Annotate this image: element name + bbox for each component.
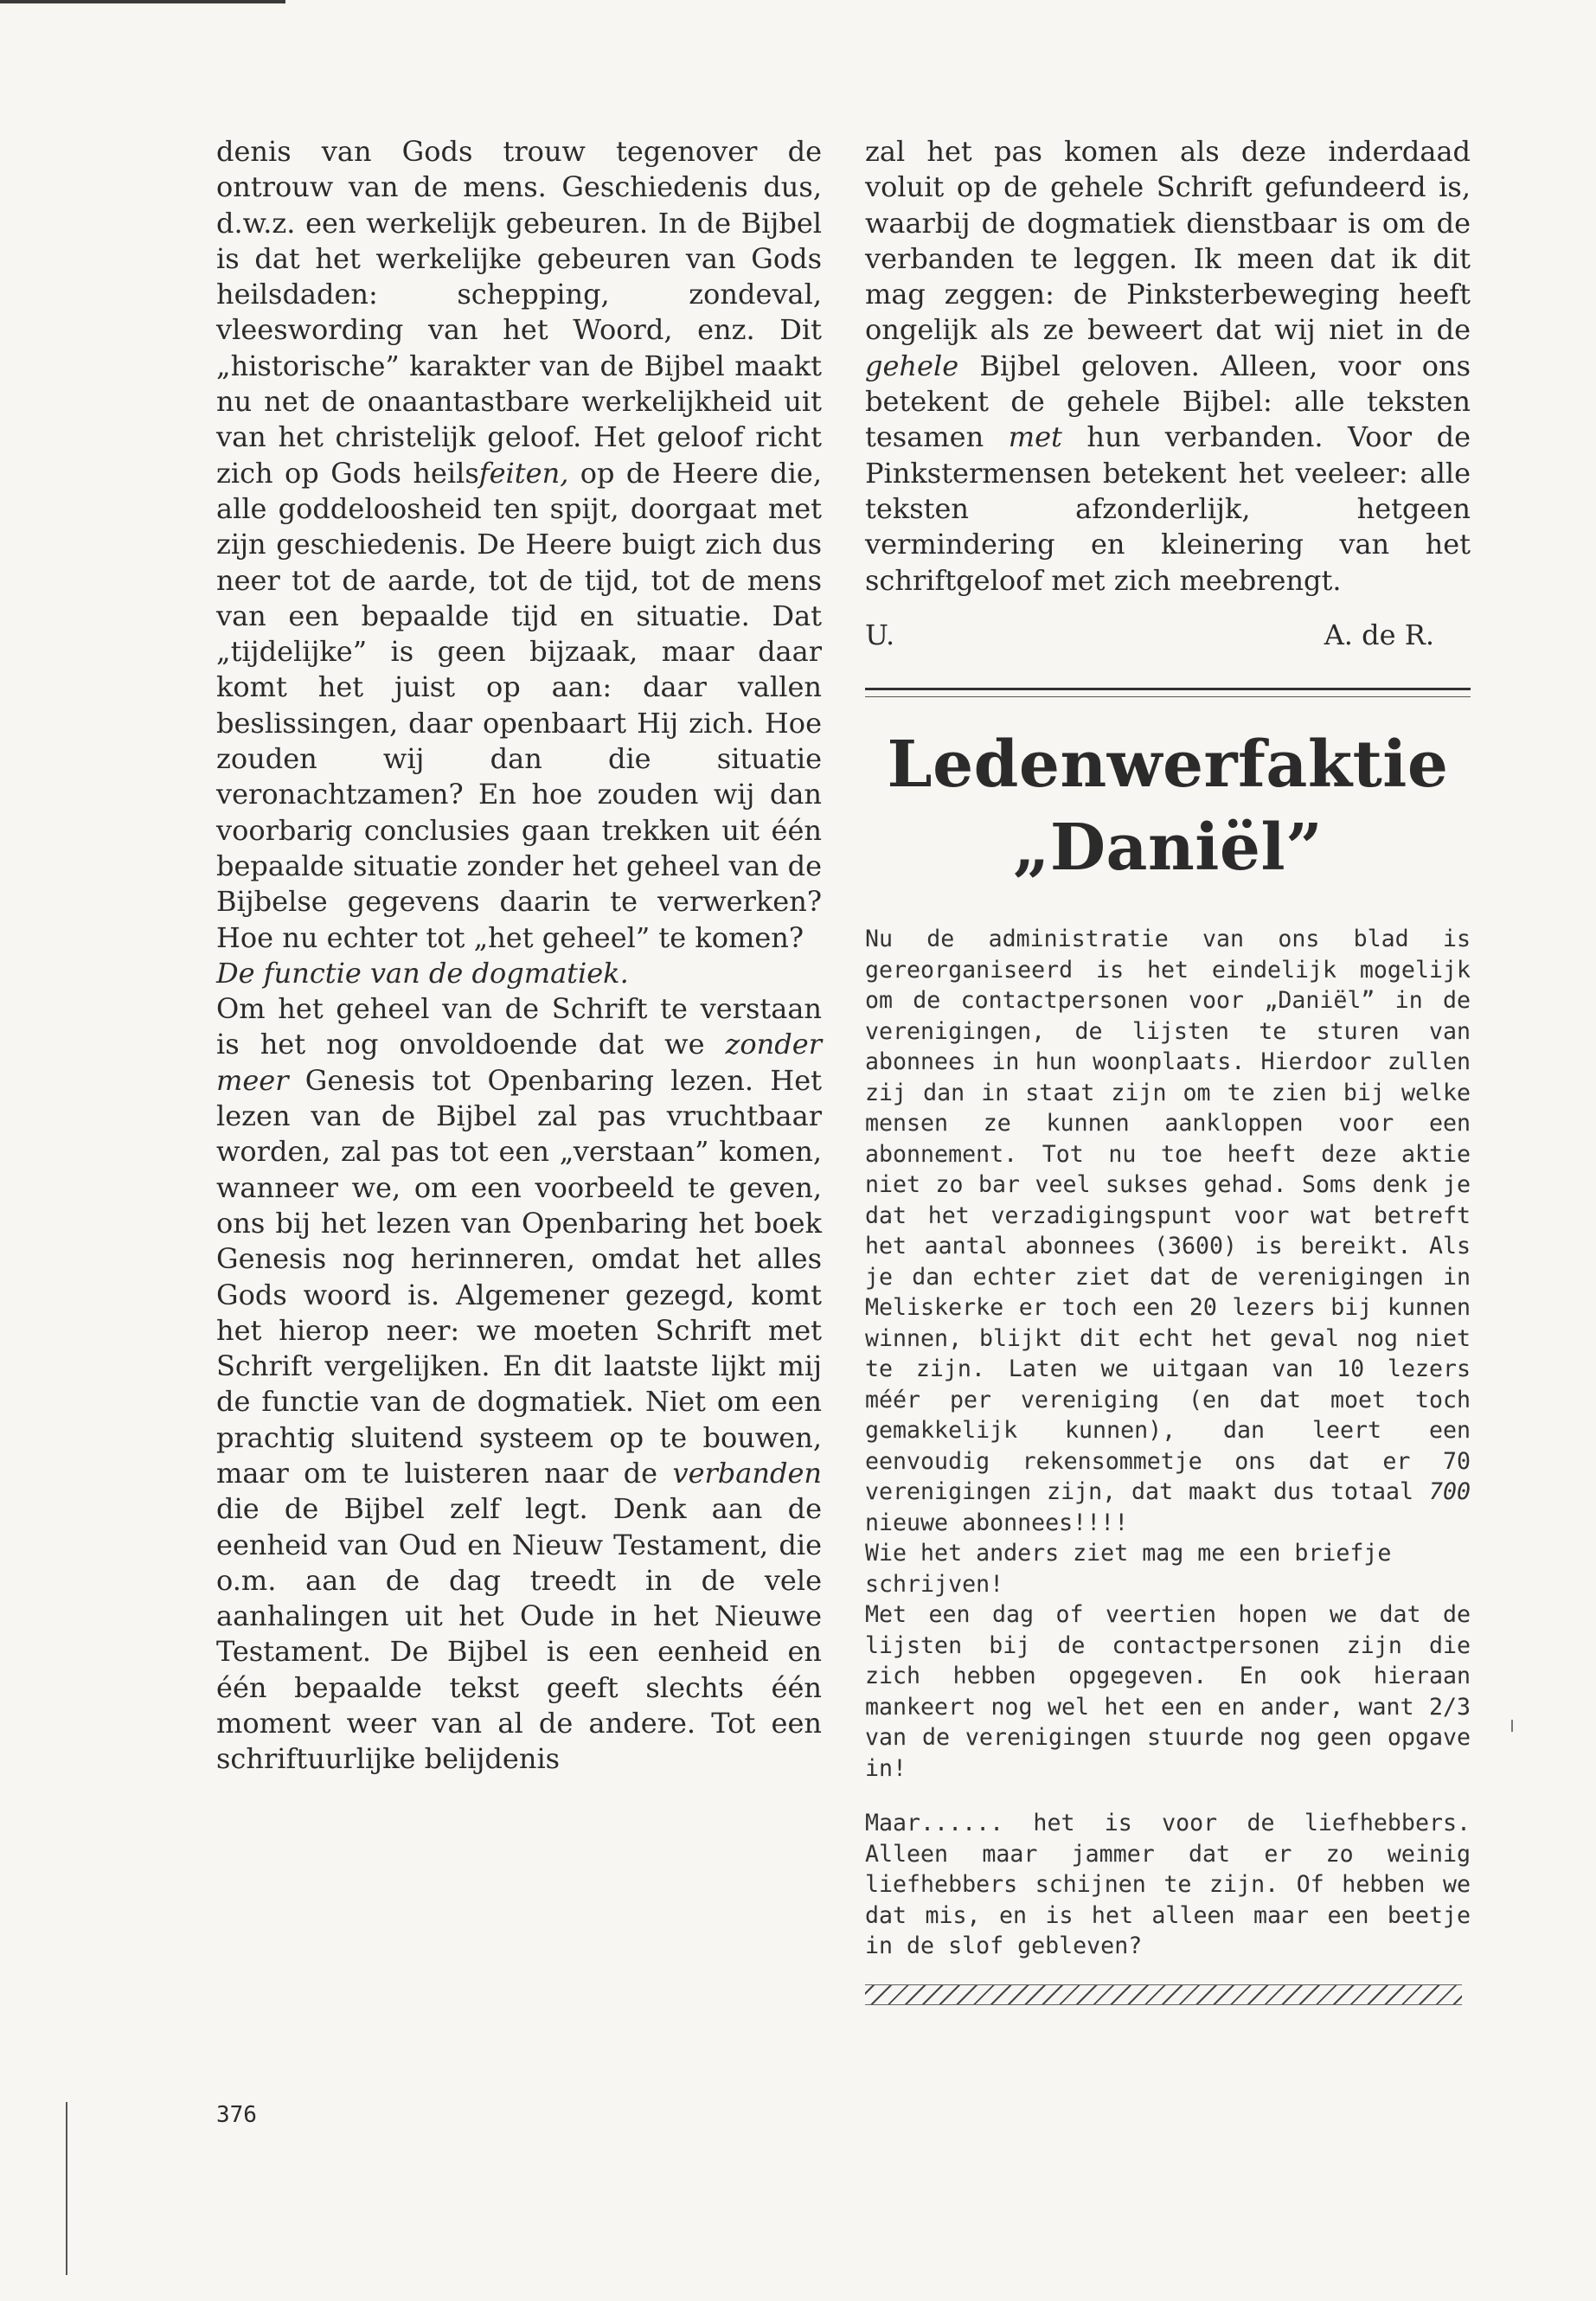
right-paragraph-1: zal het pas komen als deze inderdaad voluit op de gehele Schrift gefundeerd is, waarbij de dogmatiek dienstbaar is om de verbanden te leggen. Ik meen dat ik dit mag zeggen: de Pinksterbeweging heeft ongelijk als ze beweert dat wij niet in de gehele Bijbel geloven. Alleen, voor ons betekent de gehele Bijbel: alle teksten tesamen met hun verbanden. Voor de Pinkstermensen betekent het veeleer: alle teksten afzonderlijk, hetgeen vermindering en kleinering van het schriftgeloof met zich meebrengt. <box>865 135 1471 597</box>
article-paragraph-3: Met een dag of veertien hopen we dat de lijsten bij de contactpersonen zijn die zich hebben opgegeven. En ook hieraan mankeert nog wel het een en ander, want 2/3 van de verenigingen stuurde nog geen opgave in! <box>865 1601 1471 1782</box>
decorative-wave-rule <box>865 1984 1462 2005</box>
signoff-author: A. de R. <box>1324 618 1434 651</box>
article-title-line-2: „Daniël” <box>1012 811 1324 886</box>
page-number: 376 <box>216 2102 257 2128</box>
article-paragraph-1: Nu de administratie van ons blad is gereorganiseerd is het eindelijk mogelijk om de contactpersonen voor „Daniël” in de verenigingen, de lijsten te sturen van abonnees in hun woonplaats. Hierdoor zullen zij dan in staat zijn om te zien bij welke mensen ze kunnen aankloppen voor een abonnement. Tot nu toe heeft deze aktie niet zo bar veel sukses gehad. Soms denk je dat het verzadigingspunt voor wat betreft het aantal abonnees (3600) is bereikt. Als je dan echter ziet dat de verenigingen in Meliskerke er toch een 20 lezers bij kunnen winnen, blijkt dit echt het geval nog niet te zijn. Laten we uitgaan van 10 lezers méér per vereniging (en dat moet toch gemakkelijk kunnen), dan leert een eenvoudig rekensommetje ons dat er 70 verenigingen zijn, dat maakt dus totaal 700 nieuwe abonnees!!!! <box>865 926 1471 1536</box>
left-paragraph-2: Om het geheel van de Schrift te verstaan is het nog onvoldoende dat we zonder meer Genesis tot Openbaring lezen. Het lezen van de Bijbel zal pas vruchtbaar worden, zal pas tot een „verstaan” komen, wanneer we, om een voorbeeld te geven, ons bij het lezen van Openbaring het boek Genesis nog herinneren, omdat het alles Gods woord is. Algemener gezegd, komt het hierop neer: we moeten Schrift met Schrift vergelijken. En dit laatste lijkt mij de functie van de dogmatiek. Niet om een prachtig sluitend systeem op te bouwen, maar om te luisteren naar de verbanden die de Bijbel zelf legt. Denk aan de eenheid van Oud en Nieuw Testament, die o.m. aan de dag treedt in de vele aanhalingen uit het Oude in het Nieuwe Testament. De Bijbel is een eenheid en één bepaalde tekst geeft slechts één moment weer van al de andere. Tot een schriftuurlijke belijdenis <box>216 992 822 1776</box>
right-column <box>865 134 1471 2005</box>
article-body <box>865 924 1471 1962</box>
article-title-line-1: Ledenwerfaktie <box>887 727 1449 803</box>
margin-tick-mark <box>1511 1720 1513 1732</box>
article-paragraph-4: Maar...... het is voor de liefhebbers. Alleen maar jammer dat er zo weinig liefhebbers schijnen te zijn. Of hebben we dat mis, en is het alleen maar een beetje in de slof gebleven? <box>865 1810 1471 1960</box>
article-title <box>865 723 1471 889</box>
signoff-place: U. <box>865 618 895 651</box>
section-heading-dogmatiek: De functie van de dogmatiek. <box>216 956 629 990</box>
left-paragraph-1: denis van Gods trouw tegenover de ontrouw van de mens. Geschiedenis dus, d.w.z. een werkelijk gebeuren. In de Bijbel is dat het werkelijke gebeuren van Gods heilsdaden: schepping, zondeval, vleeswording van het Woord, enz. Dit „historische” karakter van de Bijbel maakt nu net de onaantastbare werkelijkheid uit van het christelijk geloof. Het geloof richt zich op Gods heilsfeiten, op de Heere die, alle goddeloosheid ten spijt, doorgaat met zijn geschiedenis. De Heere buigt zich dus neer tot de aarde, tot de tijd, tot de mens van een bepaalde tijd en situatie. Dat „tijdelijke” is geen bijzaak, maar daar komt het juist op aan: daar vallen beslissingen, daar openbaart Hij zich. Hoe zouden wij dan die situatie veronachtzamen? En hoe zouden wij dan voorbarig conclusies gaan trekken uit één bepaalde situatie zonder het geheel van de Bijbelse gegevens daarin te verwerken? Hoe nu echter tot „het geheel” te komen? <box>216 135 822 954</box>
left-column <box>216 134 822 1778</box>
margin-scan-mark <box>66 2102 67 2275</box>
signoff <box>865 618 1471 653</box>
top-edge-rule <box>0 0 285 3</box>
article-paragraph-2: Wie het anders ziet mag me een briefje schrijven! <box>865 1540 1392 1598</box>
separator-rule <box>865 688 1471 697</box>
